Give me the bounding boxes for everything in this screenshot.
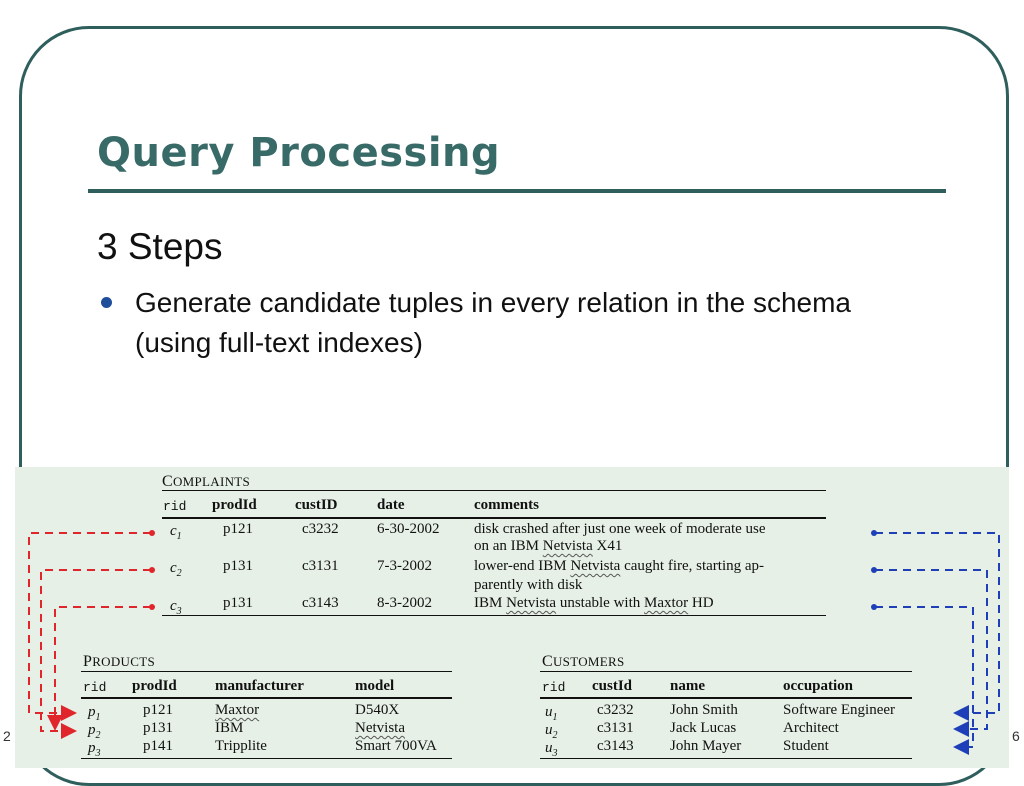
link-dot	[871, 530, 877, 536]
complaint-rid: $c_2$	[170, 560, 182, 579]
product-rid: $p_1$	[88, 704, 101, 723]
customer-rid: $u_2$	[545, 722, 558, 741]
title-underline	[88, 189, 946, 193]
product-model: Smart 700VA	[355, 738, 437, 754]
complaint-comment-line: parently with disk	[474, 577, 583, 593]
relations-figure	[15, 467, 1009, 768]
complaints-caption: COMPLAINTS	[162, 473, 251, 490]
product-prodid: p131	[143, 720, 173, 736]
customers-header-occupation: occupation	[783, 678, 854, 694]
complaints-header-custid: custID	[295, 497, 338, 513]
product-rid: $p_3$	[88, 740, 101, 759]
complaints-header-date: date	[377, 497, 405, 513]
subheading: 3 Steps	[97, 226, 223, 267]
complaint-custid: c3143	[302, 595, 339, 611]
product-prodid: p141	[143, 738, 173, 754]
products-header-rid: rid	[83, 680, 107, 695]
complaint-comment-line: on an IBM Netvista X41	[474, 538, 623, 554]
link-dot	[871, 604, 877, 610]
customer-rid: $u_3$	[545, 740, 558, 759]
products-header-model: model	[355, 678, 395, 694]
product-prodid: p121	[143, 702, 173, 718]
customer-occupation: Architect	[783, 720, 839, 736]
products-header-manufacturer: manufacturer	[215, 678, 304, 694]
link-c2-u2	[875, 570, 987, 729]
customers-header-name: name	[670, 678, 705, 694]
link-c1-p1	[29, 533, 151, 713]
complaint-date: 6-30-2002	[377, 521, 440, 537]
customer-name: John Smith	[670, 702, 738, 718]
complaints-header-comments: comments	[474, 497, 539, 513]
complaints-header-rid: rid	[163, 499, 187, 514]
products-header-prodid: prodId	[132, 678, 177, 694]
product-model: Netvista	[355, 720, 405, 736]
complaint-date: 8-3-2002	[377, 595, 432, 611]
bullet-dot-icon	[101, 297, 112, 308]
link-dot	[149, 604, 155, 610]
slide-title: Query Processing	[97, 130, 501, 176]
product-manufacturer: Tripplite	[215, 738, 267, 754]
customer-occupation: Student	[783, 738, 829, 754]
product-model: D540X	[355, 702, 400, 718]
customer-occupation: Software Engineer	[783, 702, 896, 718]
customers-header-custid: custId	[592, 678, 633, 694]
link-c1-u1	[875, 533, 999, 713]
link-c2-p2	[41, 570, 151, 731]
link-c3-u3	[875, 607, 973, 747]
link-dot	[149, 567, 155, 573]
product-manufacturer: Maxtor	[215, 702, 260, 718]
customer-name: John Mayer	[670, 738, 742, 754]
side-text-left: 2	[3, 728, 11, 744]
complaint-rid: $c_3$	[170, 598, 182, 617]
customer-custid: c3232	[597, 702, 634, 718]
link-c3-p2	[55, 607, 151, 729]
complaint-custid: c3131	[302, 558, 339, 574]
complaint-rid: $c_1$	[170, 523, 182, 542]
complaint-prodid: p121	[223, 521, 253, 537]
customers-caption: CUSTOMERS	[542, 653, 625, 670]
link-arrows	[15, 467, 1009, 768]
complaints-header-prodid: prodId	[212, 497, 257, 513]
product-rid: $p_2$	[88, 722, 101, 741]
complaint-comment-line: lower-end IBM Netvista caught fire, starting ap-	[474, 558, 765, 574]
customers-header-rid: rid	[542, 680, 566, 695]
customer-name: Jack Lucas	[670, 720, 737, 736]
link-dot	[149, 530, 155, 536]
product-manufacturer: IBM	[215, 720, 244, 736]
products-caption: PRODUCTS	[83, 653, 155, 670]
customer-custid: c3143	[597, 738, 634, 754]
complaint-prodid: p131	[223, 558, 253, 574]
complaint-date: 7-3-2002	[377, 558, 432, 574]
customer-custid: c3131	[597, 720, 634, 736]
complaint-custid: c3232	[302, 521, 339, 537]
customer-rid: $u_1$	[545, 704, 558, 723]
complaint-prodid: p131	[223, 595, 253, 611]
link-dot	[871, 567, 877, 573]
complaint-comment-line: disk crashed after just one week of moderate use	[474, 521, 766, 537]
bullet-text: Generate candidate tuples in every relation in the schema (using full-text indexes)	[135, 287, 851, 358]
side-text-right: 6	[1012, 728, 1020, 744]
complaint-comment-line: IBM Netvista unstable with Maxtor HD	[474, 595, 714, 611]
